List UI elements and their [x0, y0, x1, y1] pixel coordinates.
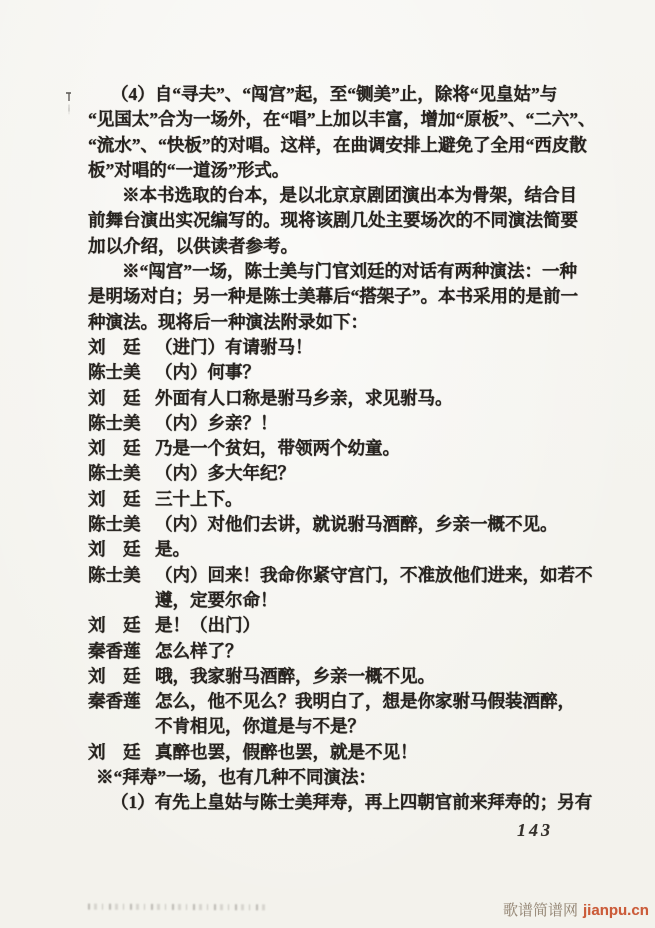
speaker-name: 刘 廷	[88, 387, 141, 408]
line-text: 是明场对白；另一种是陈士美幕后“搭架子”。本书采用的是前一	[88, 286, 578, 307]
speaker-name: 刘 廷	[88, 488, 141, 509]
line-text: 种演法。现将后一种演法附录如下：	[88, 311, 368, 332]
line-text: （1）有先上皇姑与陈士美拜寿，再上四朝官前来拜寿的；另有	[111, 792, 593, 813]
dialogue-line	[88, 563, 608, 588]
paragraph-line	[88, 259, 608, 284]
dialogue-line	[88, 411, 608, 436]
scan-noise	[88, 904, 270, 911]
speaker-name: 刘 廷	[88, 665, 141, 686]
speaker-name: 陈士美	[88, 514, 141, 535]
speaker-name: 刘 廷	[88, 336, 141, 357]
speaker-name: 秦香莲	[88, 691, 141, 712]
speaker-name: 陈士美	[88, 564, 141, 585]
paragraph-line	[88, 234, 608, 259]
line-text: （内）乡亲？！	[155, 412, 278, 433]
paragraph-line	[88, 107, 608, 132]
line-text: （内）多大年纪？	[155, 463, 295, 484]
speaker-name: 陈士美	[88, 412, 141, 433]
line-text: 怎么，他不见么？我明白了，想是你家驸马假装酒醉，	[155, 691, 575, 712]
line-text: 不肯相见，你道是与不是？	[155, 716, 365, 737]
page-number: 143	[517, 820, 553, 840]
paragraph-line	[88, 208, 608, 233]
paragraph-line	[88, 310, 608, 335]
dialogue-line	[88, 436, 608, 461]
paragraph-line	[88, 133, 608, 158]
dialogue-line	[88, 461, 608, 486]
paragraph-line	[88, 183, 608, 208]
dialogue-line	[88, 639, 608, 664]
line-text: 三十上下。	[155, 488, 243, 509]
line-text: ※本书选取的台本，是以北京京剧团演出本为骨架，结合目	[122, 185, 577, 206]
dialogue-continuation-line	[88, 588, 608, 613]
line-text: 板”对唱的“一道汤”形式。	[88, 159, 290, 180]
line-text: 怎么样了？	[155, 640, 243, 661]
line-text: 真醉也罢，假醉也罢，就是不见！	[155, 741, 418, 762]
line-text: 是！（出门）	[155, 615, 260, 636]
paragraph-line	[88, 158, 608, 183]
text-block	[88, 82, 608, 816]
line-text: 是。	[155, 539, 190, 560]
speaker-name: 陈士美	[88, 463, 141, 484]
dialogue-line	[88, 487, 608, 512]
speaker-name: 刘 廷	[88, 741, 141, 762]
line-text: （4）自“寻夫”、“闯宫”起，至“铡美”止，除将“见皇姑”与	[111, 84, 558, 104]
speaker-name: 刘 廷	[88, 539, 141, 560]
line-text: 前舞台演出实况编写的。现将该剧几处主要场次的不同演法简要	[88, 210, 578, 231]
line-text: （内）对他们去讲，就说驸马酒醉，乡亲一概不见。	[155, 514, 558, 535]
line-text: 遵，定要尔命！	[155, 589, 278, 610]
speaker-name: 陈士美	[88, 362, 141, 383]
dialogue-line	[88, 386, 608, 411]
paragraph-line	[88, 82, 608, 107]
dialogue-line	[88, 512, 608, 537]
speaker-name: 秦香莲	[88, 640, 141, 661]
dialogue-line	[88, 664, 608, 689]
paragraph-line	[88, 765, 608, 790]
line-text: 加以介绍，以供读者参考。	[88, 235, 298, 256]
scan-artifact-mark	[64, 92, 72, 102]
line-text: 外面有人口称是驸马乡亲，求见驸马。	[155, 387, 453, 408]
paragraph-line	[88, 284, 608, 309]
dialogue-line	[88, 360, 608, 385]
line-text: “流水”、“快板”的对唱。这样，在曲调安排上避免了全用“西皮散	[88, 134, 587, 155]
paragraph-line	[88, 790, 608, 815]
dialogue-line	[88, 740, 608, 765]
line-text: 哦，我家驸马酒醉，乡亲一概不见。	[155, 665, 435, 686]
dialogue-line	[88, 335, 608, 360]
line-text: （内）回来！我命你紧守宫门，不准放他们进来，如若不	[155, 564, 593, 585]
line-text: “见国太”合为一场外，在“唱”上加以丰富，增加“原板”、“二六”、	[88, 109, 596, 130]
dialogue-continuation-line	[88, 714, 608, 739]
watermark-site-url: jianpu.cn	[583, 902, 649, 919]
dialogue-line	[88, 613, 608, 638]
line-text: （内）何事？	[155, 362, 260, 383]
speaker-name: 刘 廷	[88, 615, 141, 636]
line-text: ※“闯宫”一场，陈士美与门官刘廷的对话有两种演法：一种	[122, 261, 577, 282]
dialogue-line	[88, 689, 608, 714]
line-text: 乃是一个贫妇，带领两个幼童。	[155, 438, 400, 459]
line-text: ※“拜寿”一场，也有几种不同演法：	[96, 767, 376, 788]
dialogue-line	[88, 537, 608, 562]
watermark	[503, 899, 649, 920]
watermark-site-name: 歌谱简谱网	[503, 902, 579, 919]
line-text: （进门）有请驸马！	[155, 336, 313, 357]
speaker-name: 刘 廷	[88, 438, 141, 459]
